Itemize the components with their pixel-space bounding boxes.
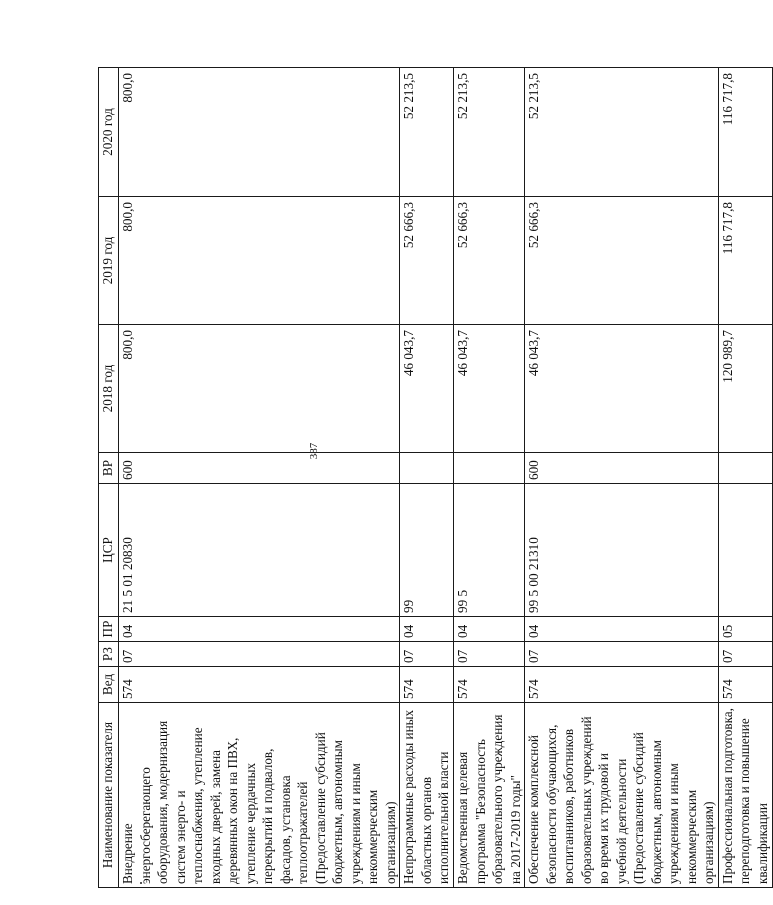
cell-pr: 05 <box>718 617 772 642</box>
cell-2018: 46 043,7 <box>525 325 719 453</box>
cell-pr: 04 <box>454 617 525 642</box>
cell-csr <box>718 484 772 617</box>
cell-rz: 07 <box>525 642 719 667</box>
header-2019: 2019 год <box>99 197 119 325</box>
cell-2020: 800,0 <box>119 68 400 197</box>
cell-csr: 99 5 00 21310 <box>525 484 719 617</box>
cell-pr: 04 <box>525 617 719 642</box>
cell-csr: 21 5 01 20830 <box>119 484 400 617</box>
table-row <box>718 68 772 888</box>
rotated-table-container <box>98 68 770 888</box>
cell-rz: 07 <box>718 642 772 667</box>
cell-csr: 99 5 <box>454 484 525 617</box>
cell-ved: 574 <box>400 667 454 703</box>
cell-2018: 120 989,7 <box>718 325 772 453</box>
cell-vr: 600 <box>525 453 719 484</box>
cell-ved: 574 <box>718 667 772 703</box>
budget-table <box>98 67 773 888</box>
cell-2020: 116 717,8 <box>718 68 772 197</box>
cell-2020: 52 213,5 <box>454 68 525 197</box>
cell-ved: 574 <box>525 667 719 703</box>
cell-name: Ведомственная целевая программа "Безопасность образовательного учреждения на 2017-2019 годы" <box>454 703 525 888</box>
cell-vr <box>400 453 454 484</box>
cell-pr: 04 <box>400 617 454 642</box>
cell-name: Профессиональная подготовка, переподготовка и повышение квалификации <box>718 703 772 888</box>
table-row <box>119 68 400 888</box>
cell-rz: 07 <box>119 642 400 667</box>
table-row <box>454 68 525 888</box>
cell-pr: 04 <box>119 617 400 642</box>
cell-2018: 46 043,7 <box>400 325 454 453</box>
header-ved: Вед <box>99 667 119 703</box>
cell-name: Внедрение энергосберегающего оборудования, модернизация систем энерго- и теплоснабжения, утепление входных дверей, замена деревянных окон на ПВХ, утепление чердачных перекрытий и подвалов, фасадов, установка теплоотражателей (Предоставление субсидий бюджетным, автономным учреждениям и иным некоммерческим организациям) <box>119 703 400 888</box>
cell-ved: 574 <box>454 667 525 703</box>
header-pr: ПР <box>99 617 119 642</box>
header-2020: 2020 год <box>99 68 119 197</box>
cell-2018: 46 043,7 <box>454 325 525 453</box>
cell-2020: 52 213,5 <box>400 68 454 197</box>
table-row <box>525 68 719 888</box>
header-csr: ЦСР <box>99 484 119 617</box>
page-number: 387 <box>308 442 320 460</box>
cell-2019: 52 666,3 <box>454 197 525 325</box>
cell-vr <box>454 453 525 484</box>
cell-vr: 600 <box>119 453 400 484</box>
cell-2020: 52 213,5 <box>525 68 719 197</box>
header-rz: РЗ <box>99 642 119 667</box>
cell-name: Обеспечение комплексной безопасности обучающихся, воспитанников, работников образовательных учреждений во время их трудовой и учебной деятельности (Предоставление субсидий бюджетным, автономным учреждениям и иным некоммерческим организациям) <box>525 703 719 888</box>
cell-2019: 52 666,3 <box>400 197 454 325</box>
cell-csr: 99 <box>400 484 454 617</box>
cell-2019: 800,0 <box>119 197 400 325</box>
cell-2018: 800,0 <box>119 325 400 453</box>
cell-rz: 07 <box>454 642 525 667</box>
cell-2019: 116 717,8 <box>718 197 772 325</box>
header-row <box>99 68 119 888</box>
cell-ved: 574 <box>119 667 400 703</box>
cell-vr <box>718 453 772 484</box>
header-name: Наименование показателя <box>99 703 119 888</box>
cell-2019: 52 666,3 <box>525 197 719 325</box>
header-vr: ВР <box>99 453 119 484</box>
header-2018: 2018 год <box>99 325 119 453</box>
cell-rz: 07 <box>400 642 454 667</box>
cell-name: Непрограммные расходы иных областных органов исполнительной власти <box>400 703 454 888</box>
table-row <box>400 68 454 888</box>
